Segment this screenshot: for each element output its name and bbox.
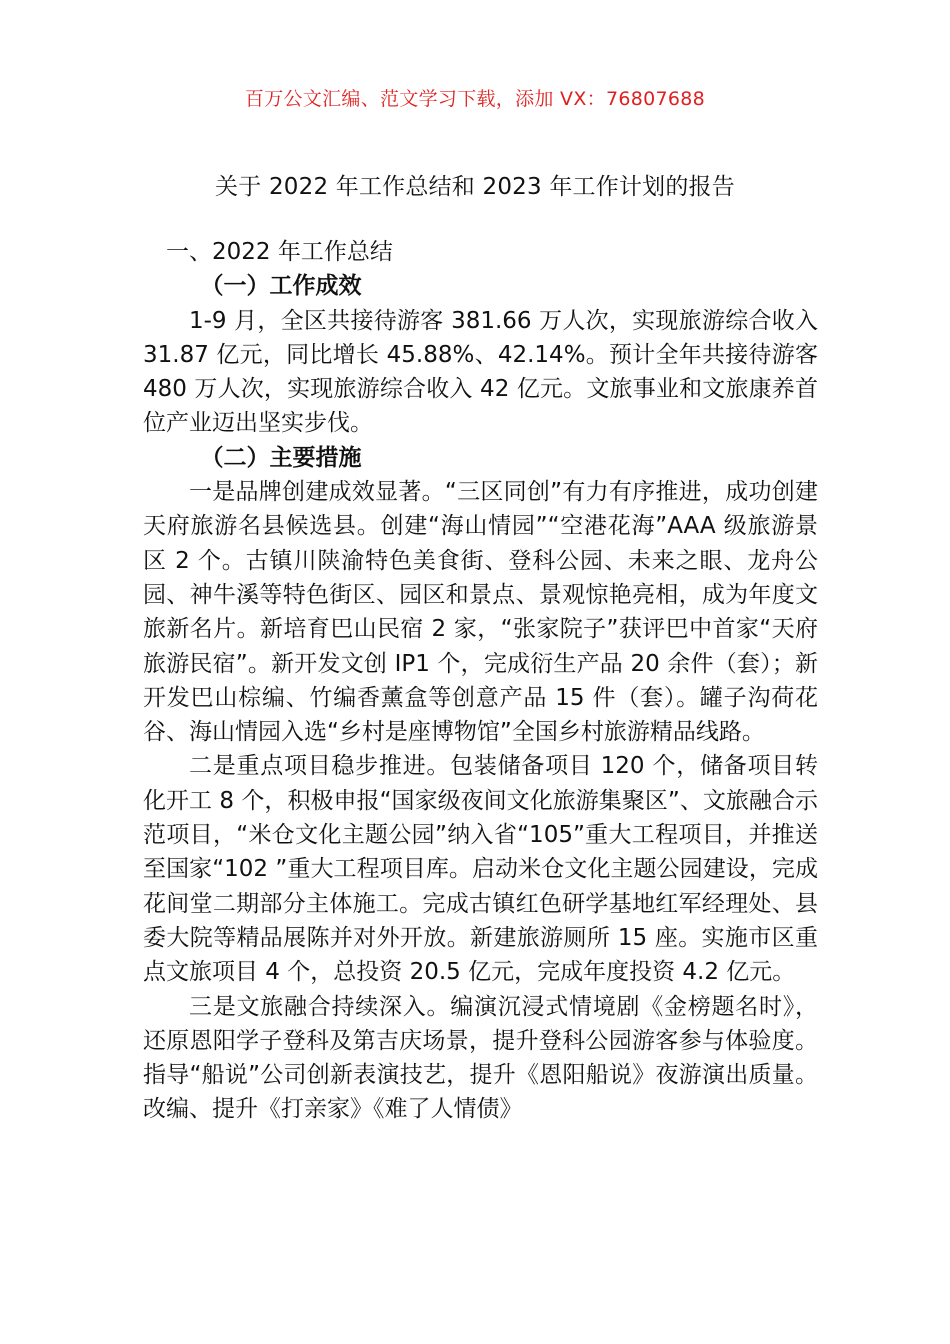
paragraph-brand: 一是品牌创建成效显著。“三区同创”有力有序推进，成功创建天府旅游名县候选县。创建“海山情园”“空港花海”AAA 级旅游景区 2 个。古镇川陕渝特色美食街、登科公园、未来之眼、龙舟公园、神牛溪等特色街区、园区和景点、景观惊艳亮相，成为年度文旅新名片。新培育巴山民宿 2 家，“张家院子”获评巴中首家“天府旅游民宿”。新开发文创 IP1 个，完成衍生产品 20 余件（套）；新开发巴山棕编、竹编香薰盒等创意产品 15 件（套）。罐子沟荷花谷、海山情园入选“乡村是座博物馆”全国乡村旅游精品线路。: [143, 479, 818, 746]
paragraph-projects: 二是重点项目稳步推进。包装储备项目 120 个，储备项目转化开工 8 个，积极申报“国家级夜间文化旅游集聚区”、文旅融合示范项目，“米仓文化主题公园”纳入省“105”重大工程项目，并推送至国家“102 ”重大工程项目库。启动米仓文化主题公园建设，完成花间堂二期部分主体施工。完成古镇红色研学基地红军经理处、县委大院等精品展陈并对外开放。新建旅游厕所 15 座。实施市区重点文旅项目 4 个，总投资 20.5 亿元，完成年度投资 4.2 亿元。: [143, 753, 818, 986]
subsection-heading-measures: （二）主要措施: [200, 444, 362, 471]
subsection-heading-results: （一）工作成效: [200, 273, 362, 300]
section-heading-1: 一、2022 年工作总结: [166, 239, 393, 265]
paragraph-results: 1-9 月，全区共接待游客 381.66 万人次，实现旅游综合收入 31.87 亿元，同比增长 45.88%、42.14%。预计全年共接待游客 480 万人次，实现旅游综合收入 42 亿元。文旅事业和文旅康养首位产业迈出坚实步伐。: [143, 307, 818, 437]
promo-header: 百万公文汇编、范文学习下载，添加 VX：76807688: [244, 88, 706, 110]
document-title: 关于 2022 年工作总结和 2023 年工作计划的报告: [215, 174, 735, 200]
document-body: [143, 235, 818, 1127]
paragraph-integration: 三是文旅融合持续深入。编演沉浸式情境剧《金榜题名时》，还原恩阳学子登科及第吉庆场景，提升登科公园游客参与体验度。指导“船说”公司创新表演技艺，提升《恩阳船说》夜游演出质量。改编、提升《打亲家》《难了人情债》: [143, 993, 818, 1123]
